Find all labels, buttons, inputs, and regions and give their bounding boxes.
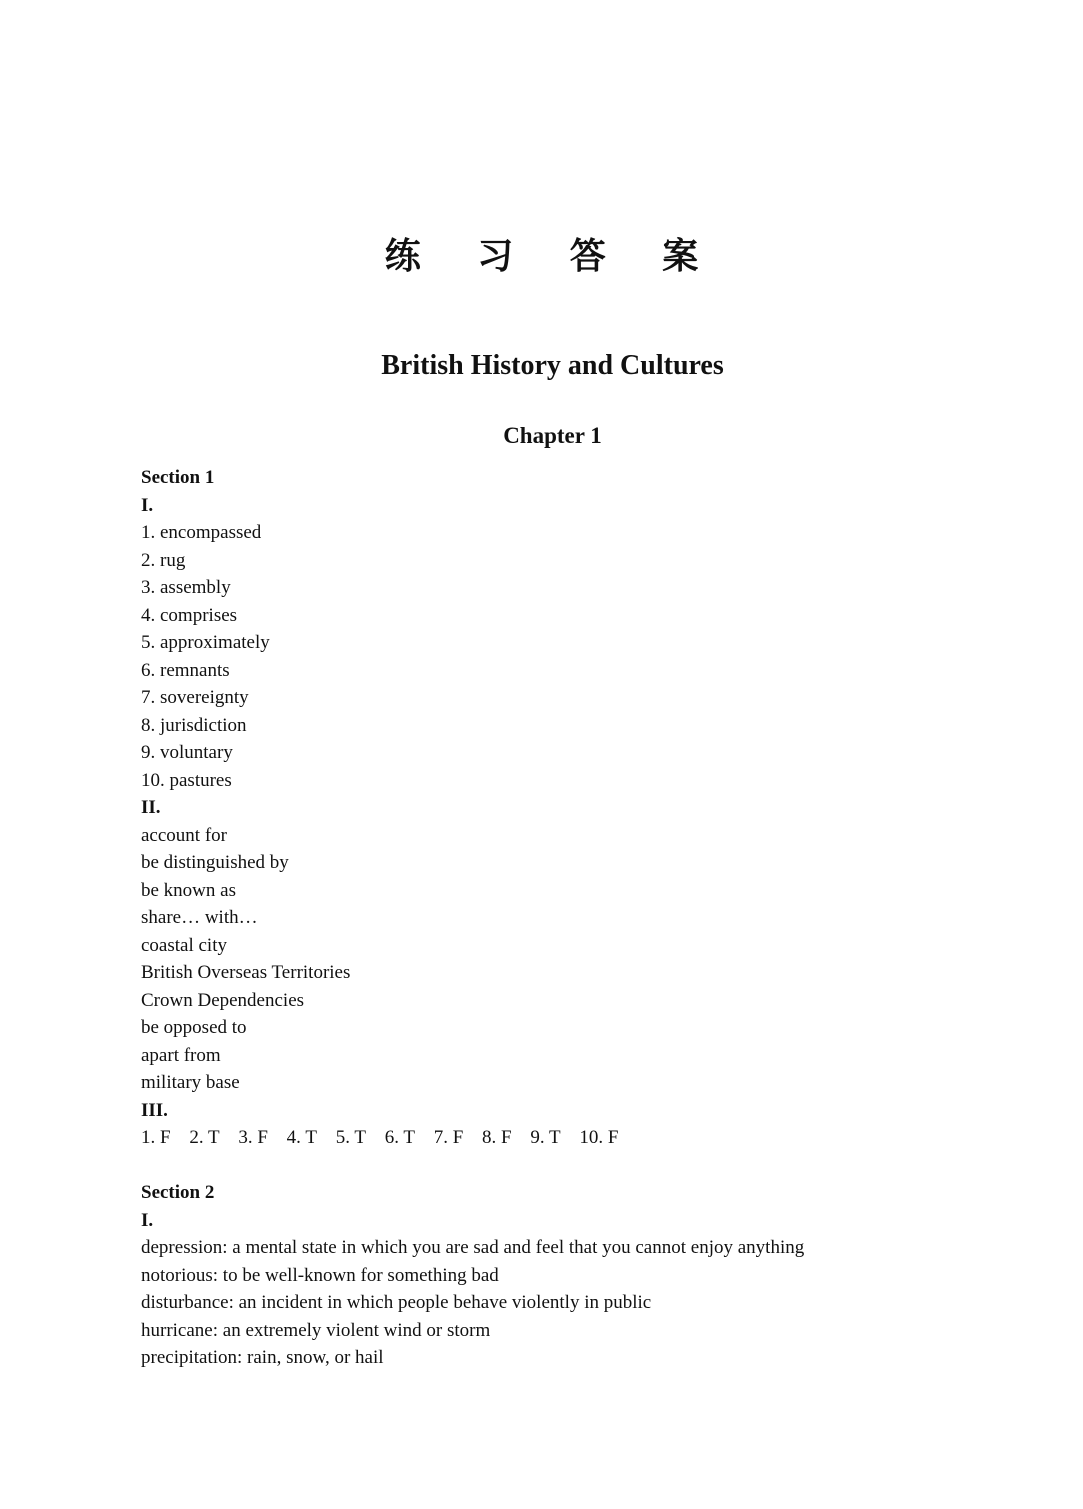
section-spacer	[141, 1152, 1021, 1180]
list-item: 6. remnants	[141, 659, 230, 681]
definition-item: hurricane: an extremely violent wind or storm	[141, 1319, 491, 1341]
list-item: military base	[141, 1072, 240, 1093]
tf-answer: 9. T	[530, 1127, 561, 1148]
tf-answer: 2. T	[189, 1127, 220, 1148]
section-1-part-3-label: III.	[141, 1099, 168, 1121]
list-item: be known as	[141, 879, 236, 901]
definition-item: precipitation: rain, snow, or hail	[141, 1347, 384, 1368]
list-item: 10. pastures	[141, 769, 232, 791]
section-1-heading: Section 1	[141, 467, 215, 488]
tf-answer: 3. F	[238, 1127, 268, 1148]
list-item: 1. encompassed	[141, 522, 262, 543]
tf-answer: 8. F	[482, 1127, 512, 1148]
tf-answer: 6. T	[384, 1127, 415, 1148]
tf-answer: 5. T	[335, 1127, 366, 1148]
page-title-chinese: 练 习 答 案	[384, 235, 721, 277]
list-item: be opposed to	[141, 1017, 247, 1038]
list-item: 9. voluntary	[141, 742, 233, 763]
section-1-part-1-label: I.	[141, 494, 154, 516]
section-2-part-1-label: I.	[141, 1209, 154, 1231]
tf-answer: 4. T	[286, 1127, 317, 1148]
list-item: 4. comprises	[141, 604, 238, 626]
list-item: be distinguished by	[141, 852, 289, 873]
list-item: account for	[141, 824, 227, 846]
list-item: 8. jurisdiction	[141, 714, 247, 736]
list-item: British Overseas Territories	[141, 962, 351, 983]
list-item: Crown Dependencies	[141, 989, 305, 1011]
tf-answer: 1. F	[141, 1127, 171, 1148]
list-item: 7. sovereignty	[141, 687, 249, 708]
list-item: 5. approximately	[141, 632, 270, 653]
chapter-heading: Chapter 1	[503, 423, 602, 448]
definition-item: disturbance: an incident in which people behave violently in public	[141, 1292, 652, 1313]
tf-answer: 10. F	[579, 1127, 619, 1148]
list-item: 2. rug	[141, 549, 186, 571]
tf-answer: 7. F	[433, 1127, 464, 1148]
list-item: apart from	[141, 1044, 221, 1066]
answer-content	[141, 464, 1021, 1372]
definition-item: notorious: to be well-known for something bad	[141, 1264, 499, 1286]
list-item: 3. assembly	[141, 577, 231, 598]
list-item: share… with…	[141, 907, 258, 928]
book-title: British History and Cultures	[381, 350, 724, 381]
section-2-heading: Section 2	[141, 1182, 215, 1203]
list-item: coastal city	[141, 934, 227, 956]
true-false-answers	[141, 1124, 1021, 1152]
definition-item: depression: a mental state in which you are sad and feel that you cannot enjoy anything	[141, 1237, 805, 1258]
section-1-part-2-label: II.	[141, 797, 161, 818]
